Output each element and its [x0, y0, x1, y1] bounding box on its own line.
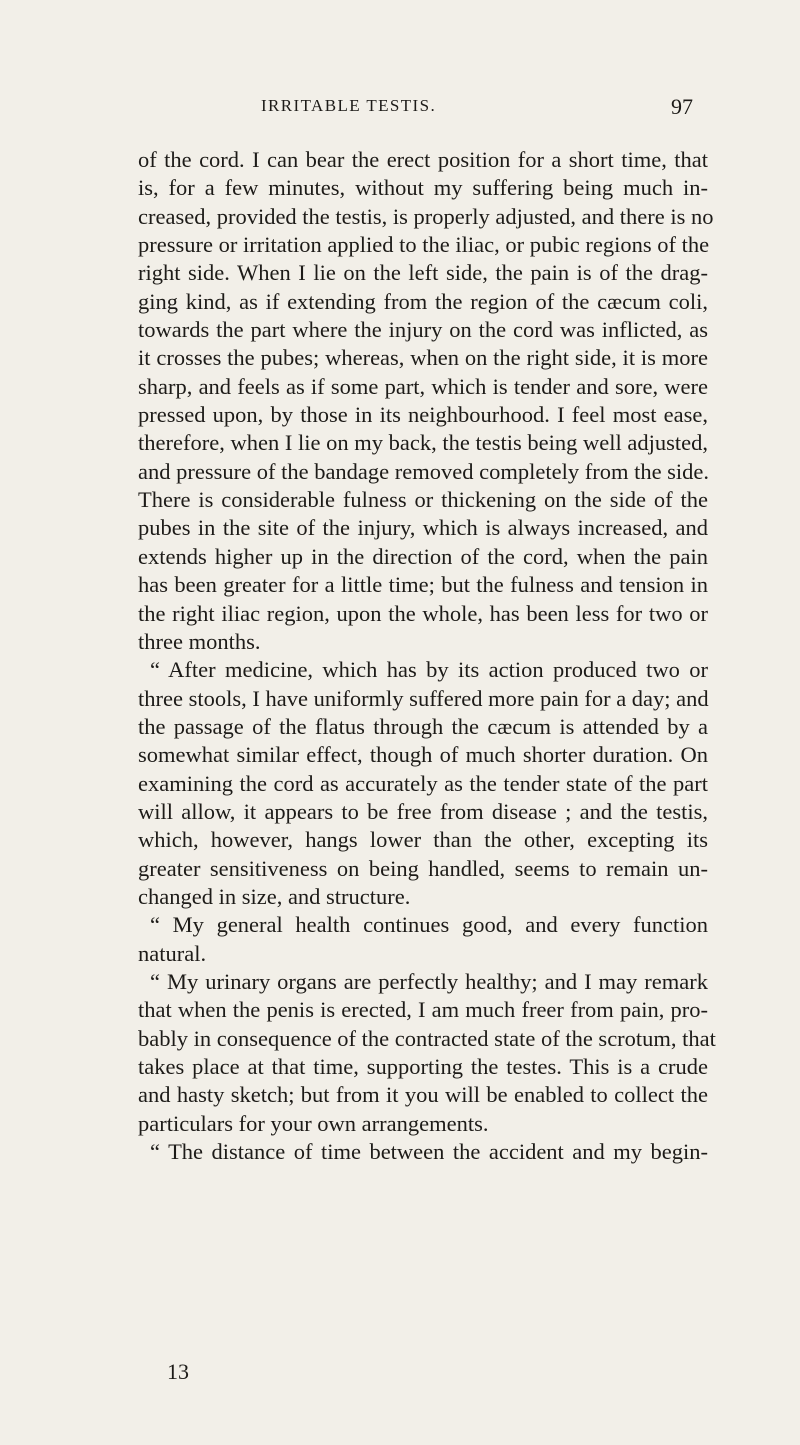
text-line: examining the cord as accurately as the tender state of the part — [138, 770, 708, 796]
text-line: greater sensitiveness on being handled, seems to remain un- — [138, 855, 708, 881]
text-line: somewhat similar effect, though of much shorter duration. On — [138, 742, 708, 768]
text-line: extends higher up in the direction of the cord, when the pain — [138, 543, 708, 569]
text-line: and hasty sketch; but from it you will be enabled to collect the — [138, 1082, 708, 1108]
text-line: ging kind, as if extending from the region of the cæcum coli, — [138, 288, 708, 314]
text-line: will allow, it appears to be free from disease ; and the testis, — [138, 798, 708, 824]
text-line: of the cord. I can bear the erect position for a short time, that — [138, 147, 708, 172]
text-line: pressed upon, by those in its neighbourhood. I feel most ease, — [138, 402, 708, 428]
page-number: 97 — [671, 94, 693, 119]
text-line: pressure or irritation applied to the iliac, or pubic regions of the — [138, 232, 710, 258]
text-line: changed in size, and structure. — [138, 883, 411, 909]
text-line: sharp, and feels as if some part, which is tender and sore, were — [138, 373, 708, 399]
text-line: the right iliac region, upon the whole, has been less for two or — [138, 600, 708, 626]
text-line: three stools, I have uniformly suffered more pain for a day; and — [138, 685, 709, 711]
text-line: pubes in the site of the injury, which is always increased, and — [138, 515, 708, 541]
running-head — [0, 96, 800, 128]
running-title: IRRITABLE TESTIS. — [261, 96, 437, 115]
text-line: three months. — [138, 628, 261, 654]
text-line: bably in consequence of the contracted state of the scrotum, that — [138, 1025, 716, 1051]
text-line: that when the penis is erected, I am much freer from pain, pro- — [138, 997, 708, 1023]
text-line: “ The distance of time between the accident and my begin- — [150, 1139, 708, 1165]
text-line: “ My general health continues good, and every function — [150, 912, 708, 938]
body-text — [138, 146, 716, 1166]
text-line: and pressure of the bandage removed completely from the side. — [138, 458, 710, 484]
text-line: has been greater for a little time; but the fulness and tension in — [138, 572, 708, 598]
text-line: takes place at that time, supporting the testes. This is a crude — [138, 1054, 708, 1079]
text-line: “ My urinary organs are perfectly healthy; and I may remark — [150, 968, 708, 994]
text-line: is, for a few minutes, without my suffering being much in- — [138, 175, 708, 201]
text-line: towards the part where the injury on the cord was inflicted, as — [138, 317, 708, 343]
signature-mark: 13 — [167, 1359, 189, 1384]
text-line: which, however, hangs lower than the other, excepting its — [138, 827, 708, 853]
text-line: particulars for your own arrangements. — [138, 1110, 489, 1136]
text-line: natural. — [138, 940, 207, 966]
text-line: the passage of the flatus through the cæcum is attended by a — [138, 713, 708, 739]
text-line: it crosses the pubes; whereas, when on the right side, it is more — [138, 345, 708, 371]
text-line: therefore, when I lie on my back, the testis being well adjusted, — [138, 430, 708, 456]
text-line: “ After medicine, which has by its action produced two or — [150, 657, 708, 683]
text-line: There is considerable fulness or thickening on the side of the — [138, 487, 708, 513]
text-line: right side. When I lie on the left side, the pain is of the drag- — [138, 260, 708, 286]
text-line: creased, provided the testis, is properly adjusted, and there is no — [138, 203, 714, 229]
